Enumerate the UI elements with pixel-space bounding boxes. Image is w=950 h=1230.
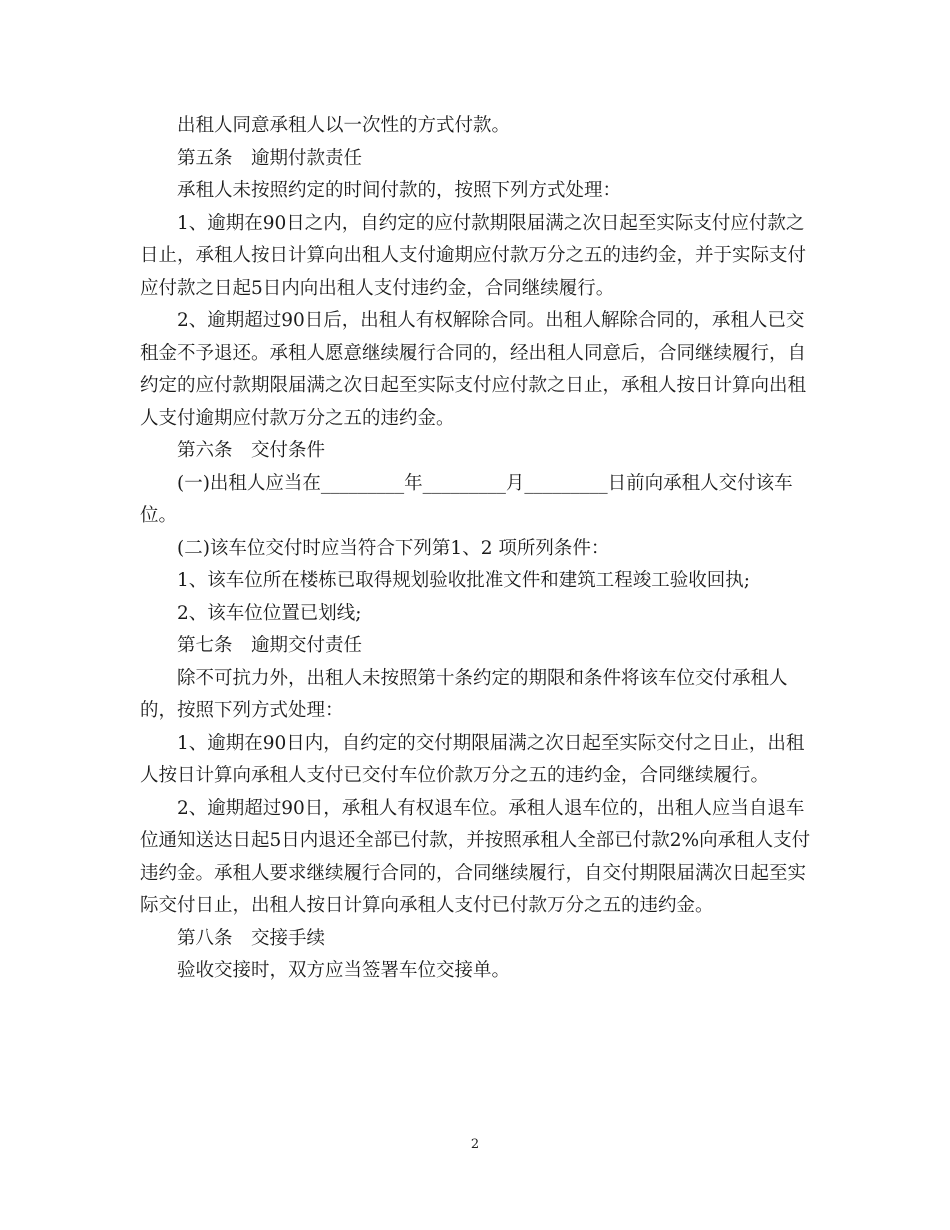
paragraph-delivery-conditions: (二)该车位交付时应当符合下列第1、2 项所列条件： (177, 537, 610, 559)
paragraph-late-payment-within-90: 1、逾期在90日之内，自约定的应付款期限届满之次日起至实际支付应付款之日止，承租人按日计算向出租人支付逾期应付款万分之五的违约金，并于实际支付应付款之日起5日内向出租人支付违约金，合同继续履行。 (140, 212, 807, 299)
paragraph-delivery-date: (一)出租人应当在_________年_________月_________日前向承租人交付该车位。 (140, 472, 793, 526)
paragraph-late-delivery-intro: 除不可抗力外，出租人未按照第十条约定的期限和条件将该车位交付承租人的，按照下列方式处理： (140, 667, 788, 721)
heading-article-8: 第八条 交接手续 (177, 927, 326, 949)
paragraph-late-delivery-over-90: 2、逾期超过90日，承租人有权退车位。承租人退车位的，出租人应当自退车位通知送达日起5日内退还全部已付款，并按照承租人全部已付款2%向承租人支付违约金。承租人要求继续履行合同的，合同继续履行，自交付期限届满次日起至实际交付日止，出租人按日计算向承租人支付已付款万分之五的违约金。 (140, 797, 811, 916)
paragraph-handover: 验收交接时，双方应当签署车位交接单。 (177, 960, 511, 981)
heading-article-5: 第五条 逾期付款责任 (177, 147, 363, 169)
paragraph-late-payment-intro: 承租人未按照约定的时间付款的，按照下列方式处理： (177, 180, 622, 201)
paragraph-late-delivery-within-90: 1、逾期在90日内，自约定的交付期限届满之次日起至实际交付之日止，出租人按日计算向承租人支付已交付车位价款万分之五的违约金，合同继续履行。 (140, 732, 805, 786)
heading-article-6: 第六条 交付条件 (177, 440, 326, 461)
heading-article-7: 第七条 逾期交付责任 (177, 635, 363, 656)
document-body (140, 110, 820, 988)
page-number: 2 (470, 1137, 480, 1152)
paragraph-late-payment-over-90: 2、逾期超过90日后，出租人有权解除合同。出租人解除合同的，承租人已交租金不予退还。承租人愿意继续履行合同的，经出租人同意后，合同继续履行，自约定的应付款期限届满之次日起至实际支付应付款之日止，承租人按日计算向出租人支付逾期应付款万分之五的违约金。 (140, 310, 807, 429)
paragraph-payment-method: 出租人同意承租人以一次性的方式付款。 (177, 115, 511, 136)
paragraph-condition-2: 2、该车位位置已划线; (177, 602, 362, 624)
paragraph-condition-1: 1、该车位所在楼栋已取得规划验收批准文件和建筑工程竣工验收回执; (177, 570, 751, 591)
